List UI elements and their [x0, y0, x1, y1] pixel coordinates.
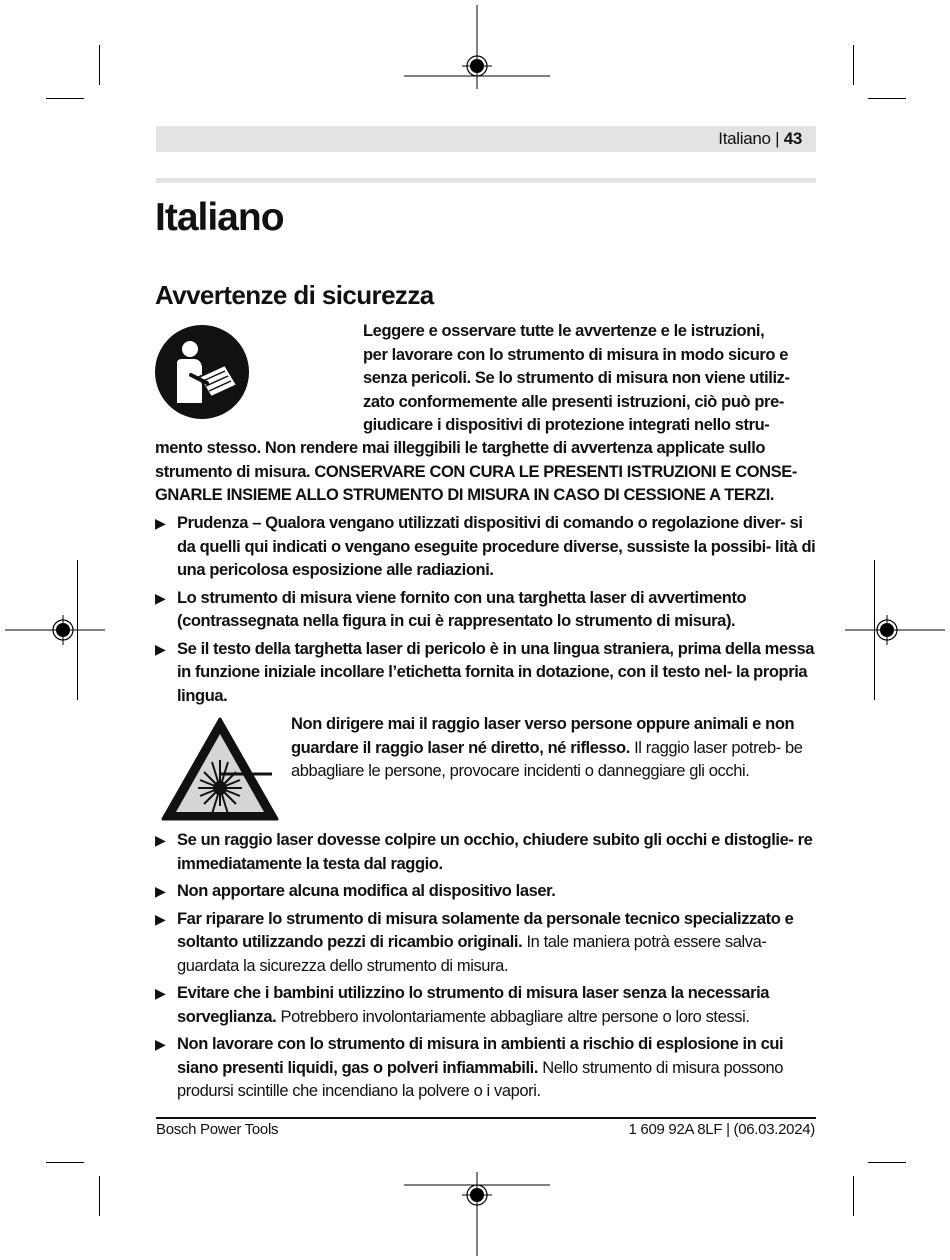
footer-brand: Bosch Power Tools — [156, 1121, 279, 1138]
bullet-bold-text: Far riparare lo strumento di misura solamente da personale tecnico specializzato e soltanto utilizzando pezzi di ricambio originali. — [177, 909, 794, 951]
intro-line: giudicare i dispositivi di protezione integrati nello stru- — [363, 416, 770, 434]
bullet-bold-text: Non apportare alcuna modifica al dispositivo laser. — [177, 882, 556, 900]
list-item — [155, 587, 825, 634]
bullet-arrow-icon: ▶ — [155, 640, 166, 657]
list-item — [155, 1033, 825, 1104]
intro-line: zato conformemente alle presenti istruzioni, ciò può pre- — [363, 392, 784, 411]
bullet-normal-text: In tale maniera potrà essere salva- guardata la sicurezza dello strumento di misura. — [177, 933, 767, 975]
bullet-list-top — [155, 512, 825, 712]
intro-line: Leggere e osservare tutte le avvertenze e le istruzioni, — [363, 322, 765, 340]
intro-paragraph-bottom — [155, 437, 825, 508]
intro-line: strumento di misura. CONSERVARE CON CURA LE PRESENTI ISTRUZIONI E CONSE- — [155, 462, 797, 481]
page-header: Italiano | 43 — [718, 129, 802, 148]
page-number: 43 — [783, 129, 802, 148]
bullet-arrow-icon: ▶ — [155, 985, 166, 1001]
bullet-arrow-icon: ▶ — [155, 1036, 166, 1052]
intro-line: per lavorare con lo strumento di misura in modo sicuro e — [363, 345, 789, 364]
bullet-arrow-icon: ▶ — [155, 589, 166, 606]
bullet-bold-text: Se un raggio laser dovesse colpire un occhio, chiudere subito gli occhi e distoglie- re immediatamente la testa dal raggio. — [177, 831, 813, 873]
laser-warning-normal: Il raggio laser potreb- be abbagliare le persone, provocare incidenti o danneggiare gli occhi. — [291, 738, 803, 780]
bullet-list-bottom — [155, 829, 825, 1108]
bullet-bold-text: Non lavorare con lo strumento di misura in ambienti a rischio di esplosione in cui siano presenti liquidi, gas o polveri infiammabili. — [177, 1035, 784, 1077]
registration-mark-right — [845, 610, 945, 650]
bullet-arrow-icon: ▶ — [155, 910, 166, 927]
list-item — [155, 829, 825, 876]
registration-mark-left — [5, 610, 105, 650]
list-item — [155, 880, 825, 904]
bullet-bold-text: Se il testo della targhetta laser di pericolo è in una lingua straniera, prima della messa in funzione iniziale incollare l’etichetta fornita in dotazione, con il testo nel- la propria lingua. — [177, 639, 815, 705]
intro-line: GNARLE INSIEME ALLO STRUMENTO DI MISURA IN CASO DI CESSIONE A TERZI. — [155, 486, 775, 504]
laser-warning-text — [291, 713, 821, 784]
list-item — [155, 908, 825, 979]
bullet-bold-text: Evitare che i bambini utilizzino lo strumento di misura laser senza la necessaria sorveglianza. — [177, 984, 770, 1026]
bullet-normal-text: Potrebbero involontariamente abbagliare altre persone o loro stessi. — [276, 1007, 750, 1026]
footer-doc-number: 1 609 92A 8LF | (06.03.2024) — [628, 1121, 815, 1138]
header-section: Italiano — [718, 129, 771, 148]
page-title: Italiano — [155, 196, 284, 239]
intro-line: mento stesso. Non rendere mai illeggibili le targhette di avvertenza applicate sullo — [155, 439, 766, 457]
laser-warning-icon — [160, 716, 280, 822]
list-item — [155, 512, 825, 583]
bullet-arrow-icon: ▶ — [155, 883, 166, 899]
bullet-bold-text: Prudenza – Qualora vengano utilizzati dispositivi di comando o regolazione diver- si da quelli qui indicati o vengano eseguite procedure diverse, sussiste la possibi- lità di una pericolosa esposizione alle radiazioni. — [177, 514, 816, 579]
laser-warning-bold: Non dirigere mai il raggio laser verso persone oppure animali e non guardare il raggio laser né diretto, né riflesso. — [291, 715, 795, 757]
bullet-arrow-icon: ▶ — [155, 832, 166, 848]
registration-mark-top — [404, 5, 550, 89]
header-bar — [156, 126, 816, 152]
bullet-bold-text: Lo strumento di misura viene fornito con una targhetta laser di avvertimento (contrassegnata nella figura in cui è rappresentato lo strumento di misura). — [177, 588, 747, 630]
intro-line: senza pericoli. Se lo strumento di misura non viene utiliz- — [363, 369, 790, 387]
header-rule — [156, 178, 816, 183]
registration-mark-bottom — [404, 1172, 550, 1256]
read-manual-icon — [155, 325, 249, 419]
footer-rule — [156, 1117, 816, 1119]
list-item — [155, 982, 825, 1029]
section-title: Avvertenze di sicurezza — [155, 280, 434, 310]
bullet-arrow-icon: ▶ — [155, 515, 166, 531]
intro-paragraph-top — [363, 320, 823, 438]
bullet-normal-text: Nello strumento di misura possono prodursi scintille che incendiano la polvere o i vapori. — [177, 1058, 784, 1100]
list-item — [155, 638, 825, 709]
